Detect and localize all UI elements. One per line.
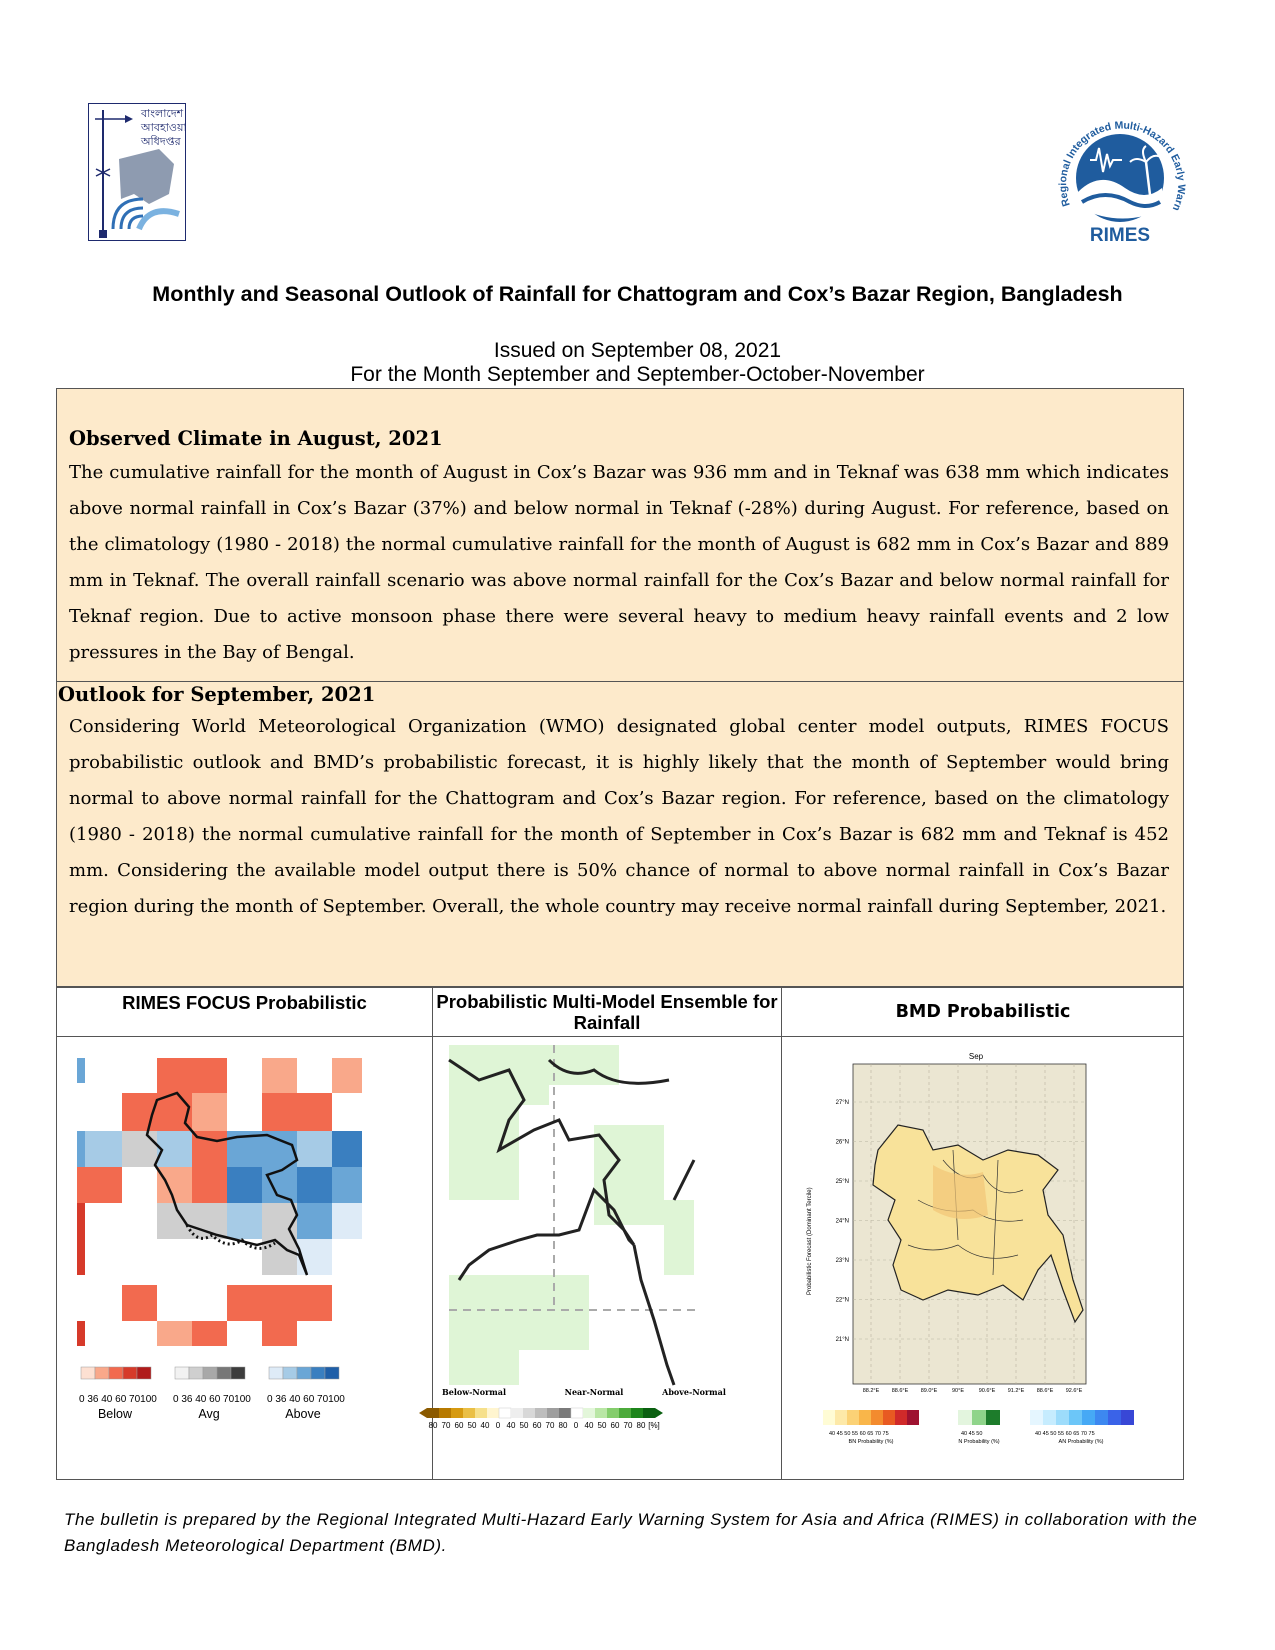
mme-tick-label: 40 — [480, 1421, 490, 1430]
rimes-logo — [1050, 110, 1190, 250]
bmd-legend-label-n: N Probability (%) — [958, 1439, 1000, 1445]
footer-note: The bulletin is prepared by the Regional Integrated Multi-Hazard Early Warning System for Asia and Africa (RIMES) in collaboration with the Bangladesh Meteorological Department (BMD). — [64, 1510, 1198, 1555]
mme-tick-label: 0 — [495, 1421, 501, 1430]
page-title: Monthly and Seasonal Outlook of Rainfall for Chattogram and Cox’s Bazar Region, Bangladesh — [152, 282, 1123, 306]
lat-label: 22°N — [835, 1297, 849, 1304]
legend-swatch — [189, 1367, 203, 1379]
legend-swatch — [109, 1367, 123, 1379]
mme-tick-label: 70 — [545, 1421, 555, 1430]
focus-legend — [81, 1367, 339, 1379]
mme-tick-label: 50 — [597, 1421, 607, 1430]
mme-tick-label: 60 — [454, 1421, 464, 1430]
col2-title: Probabilistic Multi-Model Ensemble for Rainfall — [436, 991, 778, 1033]
lon-label: 89.0°E — [920, 1388, 938, 1394]
figure-table — [56, 987, 1184, 1480]
legend-swatch — [283, 1367, 297, 1379]
legend-swatches-above — [269, 1367, 339, 1379]
lon-label: 88.2°E — [862, 1388, 880, 1394]
lon-label: 92.6°E — [1065, 1388, 1083, 1394]
legend-swatch — [311, 1367, 325, 1379]
rimes-ring-text: Regional Integrated Multi-Hazard Early Warn — [1057, 119, 1188, 213]
bmd-probabilistic-map — [783, 1040, 1183, 1460]
legend-swatches-avg — [175, 1367, 245, 1379]
observed-title: Observed Climate in August, 2021 — [69, 427, 443, 450]
section-divider — [57, 681, 1183, 682]
legend-label-avg: Avg — [198, 1407, 220, 1421]
mme-probabilistic-map — [419, 1040, 781, 1460]
outlook-title: Outlook for September, 2021 — [58, 683, 376, 706]
mme-tick-label: 40 — [506, 1421, 516, 1430]
mme-tick-label: 70 — [623, 1421, 633, 1430]
legend-swatch — [175, 1367, 189, 1379]
mme-tick-label: 0 — [573, 1421, 579, 1430]
legend-swatches-below — [81, 1367, 151, 1379]
legend-ticks-above: 0 36 40 60 70100 — [267, 1394, 345, 1405]
lon-label: 90.6°E — [978, 1388, 996, 1394]
probability-grid — [77, 1058, 362, 1346]
mme-tick-label: 80 — [428, 1421, 438, 1430]
focus-probabilistic-map — [77, 1045, 377, 1445]
mme-label-near: Near-Normal — [564, 1387, 624, 1397]
legend-swatch — [325, 1367, 339, 1379]
mme-tick-label: 80 — [558, 1421, 568, 1430]
bmd-legend-ticks-n: 40 45 50 — [961, 1431, 983, 1437]
mme-tick-label: 80 — [636, 1421, 646, 1430]
mme-tick-label: 60 — [532, 1421, 542, 1430]
legend-swatch — [297, 1367, 311, 1379]
legend-label-below: Below — [97, 1407, 133, 1421]
legend-label-above: Above — [285, 1407, 321, 1421]
outlook-text: Considering World Meteorological Organization (WMO) designated global center model outputs, RIMES FOCUS probabilistic outlook and BMD’s probabilistic forecast, it is highly likely that the month of September would bring normal to above normal rainfall for the Chattogram and Cox’s Bazar region. For reference, based on the climatology (1980 - 2018) the normal cumulative rainfall for the month of September in Cox’s Bazar is 682 mm and Teknaf is 452 mm. Considering the available model output there is 50% chance of normal to above normal rainfall in Cox’s Bazar region during the month of September. Overall, the whole country may receive normal rainfall during September, 2021. — [69, 716, 1169, 917]
legend-ticks-below: 0 36 40 60 70100 — [79, 1394, 157, 1405]
bmd-logo — [88, 103, 186, 241]
lat-label: 27°N — [835, 1100, 849, 1106]
lon-label: 90°E — [952, 1388, 964, 1394]
header-divider — [57, 1036, 1183, 1037]
bmd-legend-label-an: AN Probability (%) — [1058, 1439, 1104, 1445]
lat-label: 26°N — [835, 1139, 849, 1146]
mme-colorbar — [419, 1408, 663, 1418]
bmd-logo-line3: অধিদপ্তর — [141, 135, 181, 148]
legend-swatch — [231, 1367, 245, 1379]
observed-text: The cumulative rainfall for the month of August in Cox’s Bazar was 936 mm and in Teknaf was 638 mm which indicates above normal rainfall in Cox’s Bazar (37%) and below normal in Teknaf (-28%) during August. For reference, based on the climatology (1980 - 2018) the normal cumulative rainfall for the month of August is 682 mm in Cox’s Bazar and 889 mm in Teknaf. The overall rainfall scenario was above normal rainfall for the Cox’s Bazar and below normal rainfall for Teknaf region. Due to active monsoon phase there were several heavy to medium heavy rainfall events and 2 low pressures in the Bay of Bengal. — [69, 462, 1169, 663]
lat-label: 21°N — [835, 1337, 849, 1343]
mme-label-above: Above-Normal — [662, 1387, 726, 1397]
bmd-legend-ticks-bn: 40 45 50 55 60 65 70 75 — [829, 1431, 889, 1437]
issued-date: Issued on September 08, 2021 — [493, 339, 782, 362]
column-divider — [781, 988, 782, 1479]
mme-tick-label: 50 — [519, 1421, 529, 1430]
legend-swatch — [203, 1367, 217, 1379]
bmd-legend-label-bn: BN Probability (%) — [848, 1439, 894, 1445]
mme-tick-label: 60 — [610, 1421, 620, 1430]
legend-swatch — [217, 1367, 231, 1379]
lon-label: 91.2°E — [1007, 1388, 1025, 1394]
lat-label: 23°N — [835, 1258, 849, 1264]
rimes-name: RIMES — [1089, 225, 1151, 246]
mme-tick-label: [%] — [648, 1421, 660, 1430]
legend-swatch — [137, 1367, 151, 1379]
bmd-legend-ticks-an: 40 45 50 55 60 65 70 75 — [1035, 1431, 1095, 1437]
mme-tick-label: 50 — [467, 1421, 477, 1430]
bmd-map-title: Sep — [968, 1052, 984, 1061]
legend-ticks-avg: 0 36 40 60 70100 — [173, 1394, 251, 1405]
legend-swatch — [95, 1367, 109, 1379]
col1-title: RIMES FOCUS Probabilistic — [122, 992, 367, 1013]
bmd-logo-line1: বাংলাদেশ — [141, 107, 184, 120]
mme-label-below: Below-Normal — [442, 1387, 506, 1397]
legend-swatch — [269, 1367, 283, 1379]
mme-tick-label: 70 — [441, 1421, 451, 1430]
bmd-logo-line2: আবহাওয়া — [141, 121, 185, 134]
legend-swatch — [123, 1367, 137, 1379]
bmd-lon-labels — [863, 1388, 1083, 1394]
narrative-box — [56, 388, 1184, 987]
bmd-map-ylabel: Probabilistic Forecast (Dominant Tercile) — [807, 1187, 813, 1295]
forecast-period: For the Month September and September-October-November — [350, 363, 925, 386]
legend-swatch — [81, 1367, 95, 1379]
lon-label: 88.6°E — [891, 1388, 909, 1394]
lon-label: 88.6°E — [1036, 1388, 1054, 1394]
bmd-legend — [823, 1410, 1134, 1425]
lat-label: 25°N — [835, 1179, 849, 1185]
mme-tick-label: 40 — [584, 1421, 594, 1430]
bmd-lat-labels — [836, 1100, 849, 1343]
lat-label: 24°N — [835, 1218, 849, 1225]
col3-title: BMD Probabilistic — [895, 1001, 1071, 1022]
mme-tick-labels — [429, 1421, 660, 1430]
